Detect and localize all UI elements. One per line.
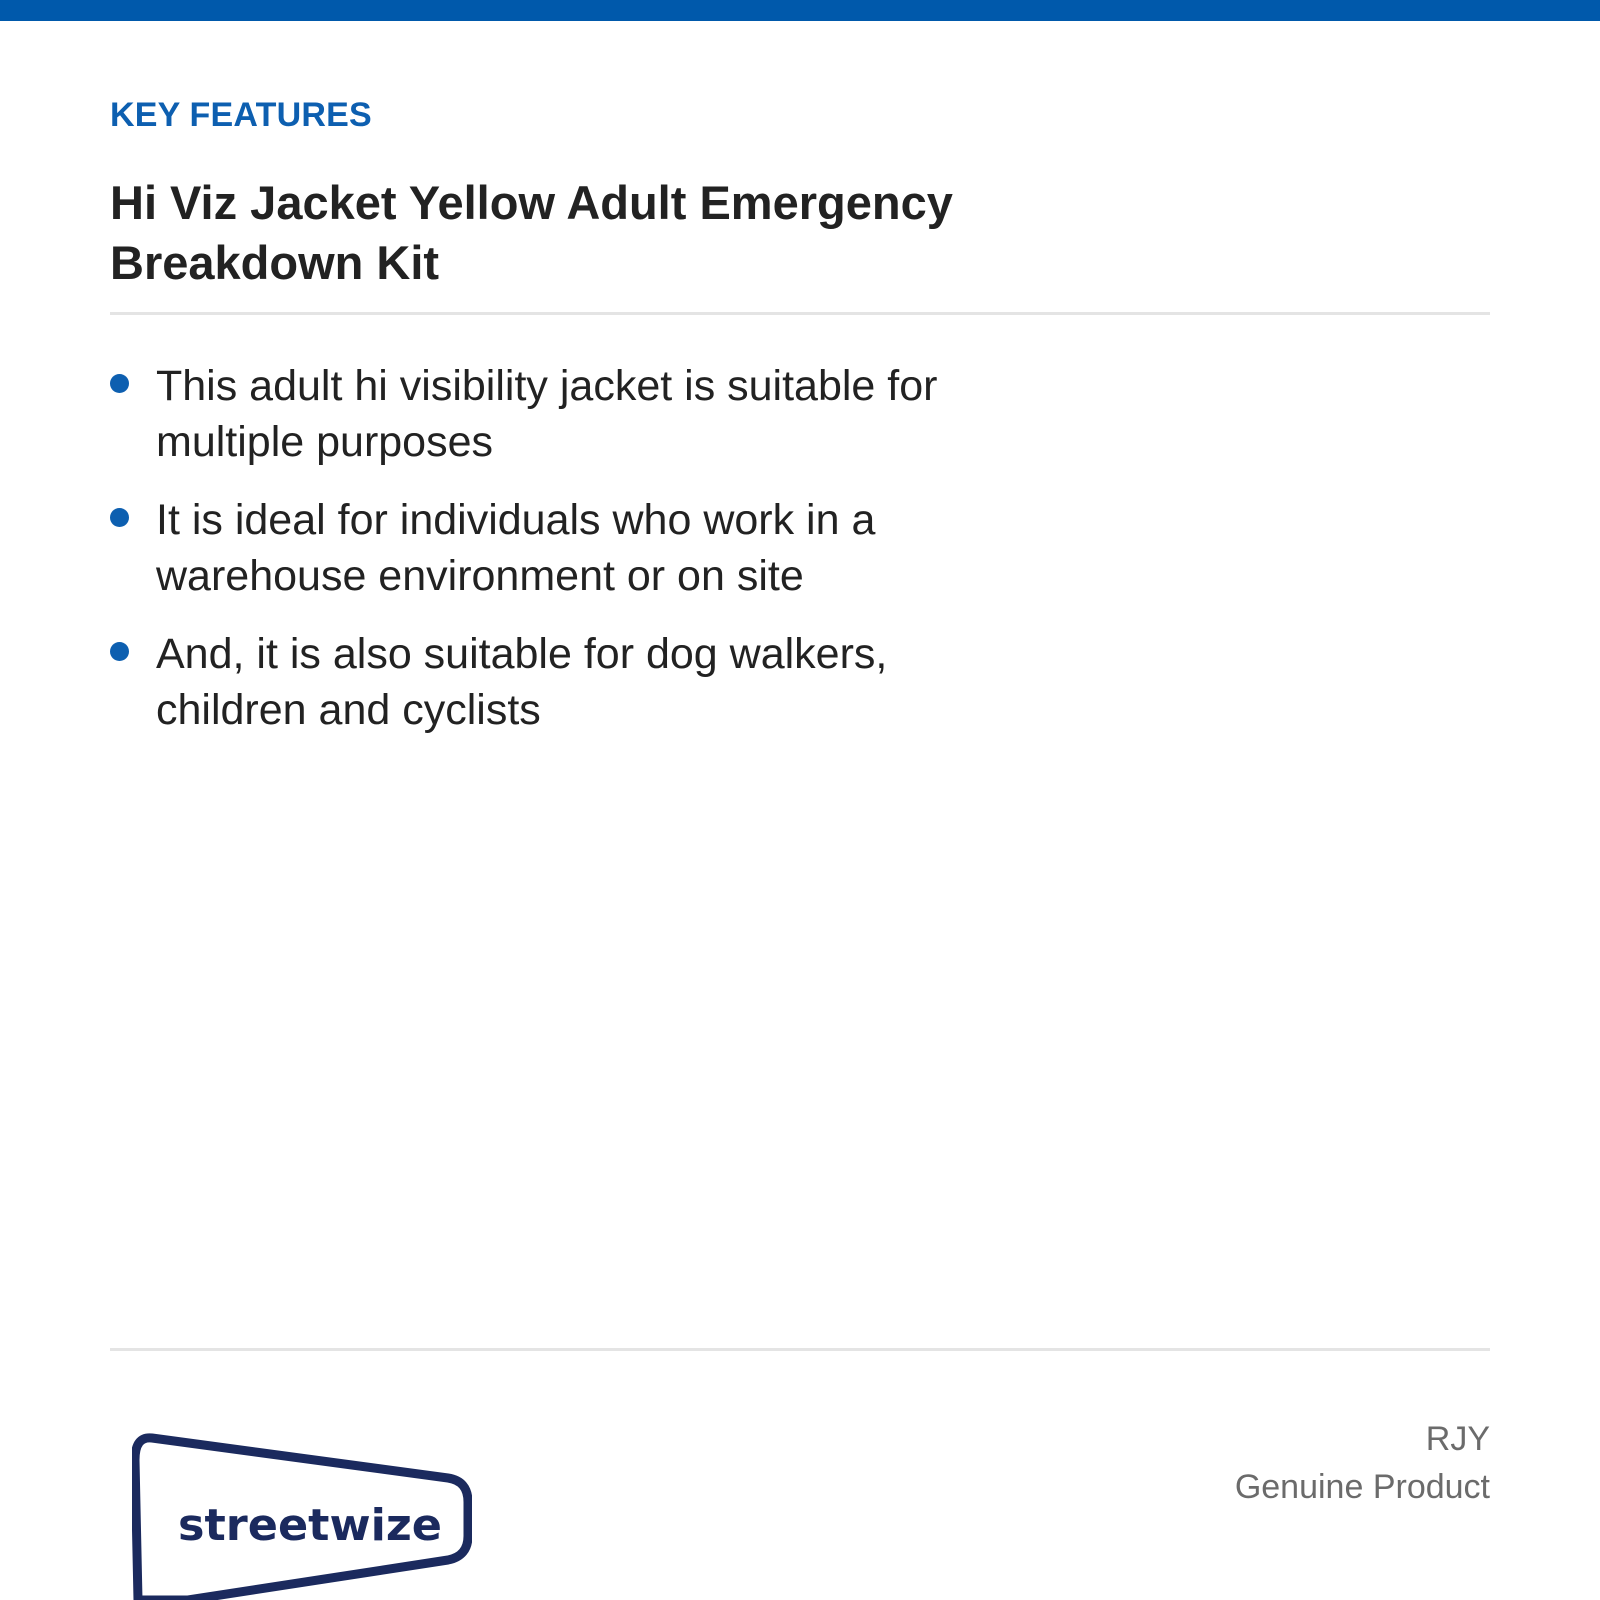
top-accent-bar <box>0 0 1600 21</box>
feature-item <box>110 358 1010 470</box>
brand-tagline: Genuine Product <box>1234 1468 1490 1506</box>
feature-list <box>110 358 1010 760</box>
bullet-dot-icon <box>110 374 129 393</box>
feature-text: This adult hi visibility jacket is suitable for multiple purposes <box>156 362 938 466</box>
bullet-dot-icon <box>110 508 129 527</box>
brand-block <box>1235 1415 1490 1511</box>
streetwize-logo <box>132 1432 472 1600</box>
section-label: KEY FEATURES <box>110 96 372 134</box>
feature-item <box>110 492 1010 604</box>
brand-code: RJY <box>1425 1420 1490 1458</box>
logo-wordmark: streetwize <box>178 1500 442 1551</box>
bottom-divider <box>110 1348 1490 1351</box>
product-title: Hi Viz Jacket Yellow Adult Emergency Breakdown Kit <box>110 176 953 289</box>
top-divider <box>110 312 1490 315</box>
feature-text: And, it is also suitable for dog walkers, children and cyclists <box>156 630 888 734</box>
bullet-dot-icon <box>110 642 129 661</box>
feature-item <box>110 626 1010 738</box>
feature-text: It is ideal for individuals who work in a warehouse environment or on site <box>156 496 876 600</box>
